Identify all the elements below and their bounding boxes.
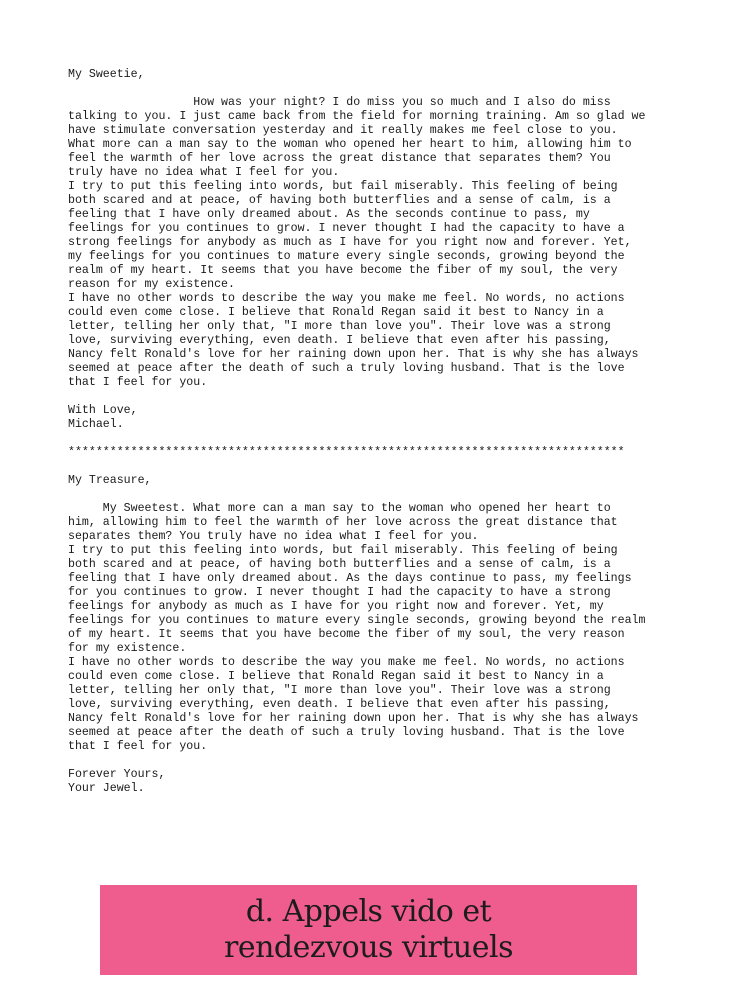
letter1-closing: With Love, bbox=[68, 404, 138, 417]
spacer bbox=[68, 432, 678, 446]
banner-line-1: d. Appels vido et bbox=[245, 894, 492, 929]
separator-line: ******************************************************************************** bbox=[68, 446, 625, 459]
spacer bbox=[68, 488, 678, 502]
letter2-closing: Forever Yours, bbox=[68, 768, 166, 781]
section-banner bbox=[100, 885, 637, 975]
letter1-signature: Michael. bbox=[68, 418, 124, 431]
letter2-body: My Sweetest. What more can a man say to the woman who opened her heart to him, allowing him to feel the warmth of her love across the great distance that separates them? You truly have no idea what I feel for you. I try to put this feeling into words, but fail miserably. This feeling of being both scared and at peace, of having both butterflies and a sense of calm, is a feeling that I have only dreamed about. As the days continue to pass, my feelings for you continues to grow. I never thought I had the capacity to have a strong feelings for anybody as much as I have for you right now and forever. Yet, my feelings for you continues to mature every single seconds, growing beyond the realm of my heart. It seems that you have become the fiber of my soul, the very reason for my existence. I have no other words to describe the way you make me feel. No words, no actions could even come close. I believe that Ronald Regan said it best to Nancy in a letter, telling her only that, "I more than love you". Their love was a strong love, surviving everything, even death. I believe that even after his passing, Nancy felt Ronald's love for her raining down upon her. That is why she has always seemed at peace after the death of such a truly loving husband. That is the love that I feel for you. bbox=[68, 502, 646, 753]
letter-document bbox=[68, 68, 678, 796]
letter2-salutation: My Treasure, bbox=[68, 474, 152, 487]
spacer bbox=[68, 754, 678, 768]
banner-line-2: rendezvous virtuels bbox=[224, 930, 513, 965]
banner-title bbox=[224, 894, 513, 966]
letter1-salutation: My Sweetie, bbox=[68, 68, 145, 81]
letter1-body: How was your night? I do miss you so much and I also do miss talking to you. I just came back from the field for morning training. Am so glad we have stimulate conversation yesterday and it really makes me feel close to you. What more can a man say to the woman who opened her heart to him, allowing him to feel the warmth of her love across the great distance that separates them? You truly have no idea what I feel for you. I try to put this feeling into words, but fail miserably. This feeling of being both scared and at peace, of having both butterflies and a sense of calm, is a feeling that I have only dreamed about. As the seconds continue to pass, my feelings for you continues to grow. I never thought I had the capacity to have a strong feelings for anybody as much as I have for you right now and forever. Yet, my feelings for you continues to mature every single seconds, growing beyond the realm of my heart. It seems that you have become the fiber of my soul, the very reason for my existence. I have no other words to describe the way you make me feel. No words, no actions could even come close. I believe that Ronald Regan said it best to Nancy in a letter, telling her only that, "I more than love you". Their love was a strong love, surviving everything, even death. I believe that even after his passing, Nancy felt Ronald's love for her raining down upon her. That is why she has always seemed at peace after the death of such a truly loving husband. That is the love that I feel for you. bbox=[68, 96, 646, 389]
spacer bbox=[68, 82, 678, 96]
spacer bbox=[68, 390, 678, 404]
spacer bbox=[68, 460, 678, 474]
letter2-signature: Your Jewel. bbox=[68, 782, 145, 795]
